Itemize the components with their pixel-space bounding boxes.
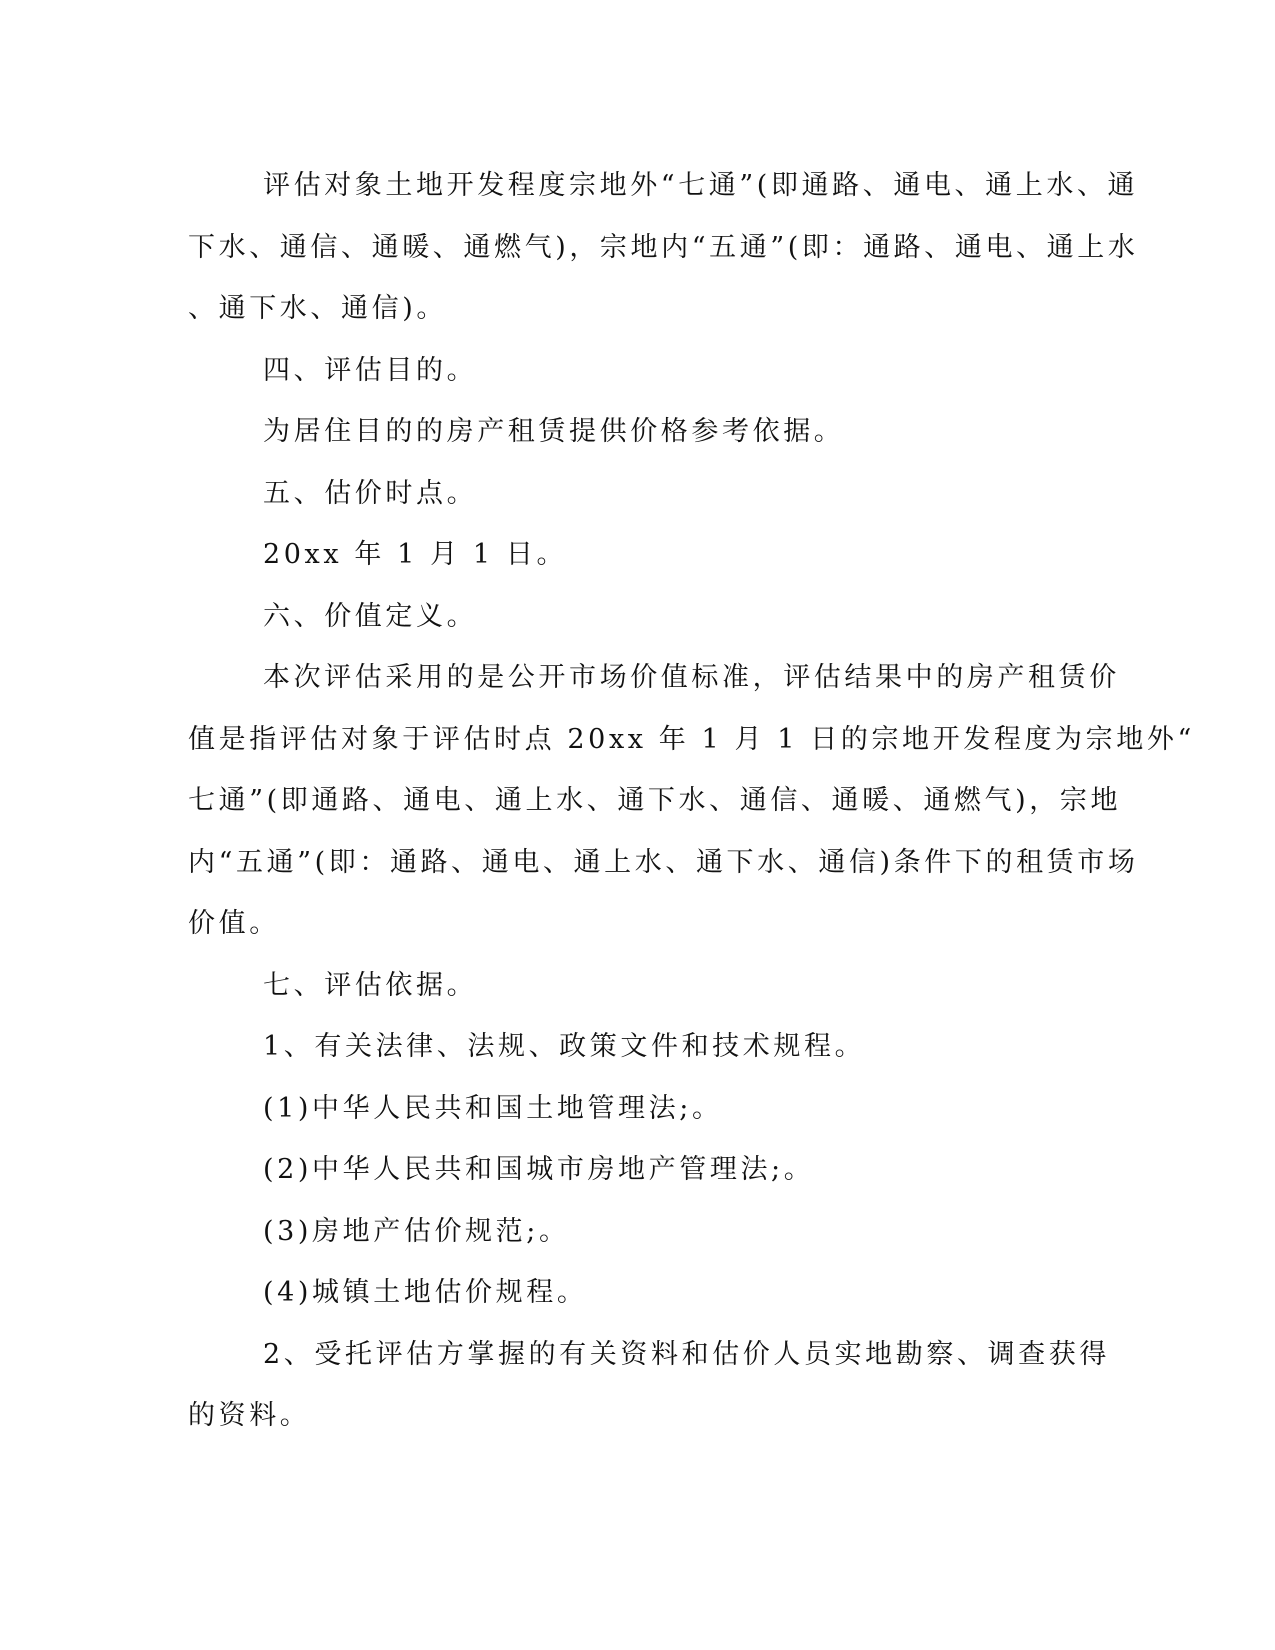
- list-item: (3)房地产估价规范;。: [263, 1215, 570, 1247]
- text-line: 、通下水、通信)。: [188, 293, 447, 324]
- text-line: 为居住目的的房产租赁提供价格参考依据。: [263, 416, 845, 447]
- valuation-date: 20xx 年 1 月 1 日。: [263, 539, 568, 570]
- text-line: 值是指评估对象于评估时点 20xx 年 1 月 1 日的宗地开发程度为宗地外“: [188, 723, 1195, 755]
- list-item: 2、受托评估方掌握的有关资料和估价人员实地勘察、调查获得: [263, 1338, 1110, 1370]
- text-line: 的资料。: [188, 1400, 311, 1431]
- section-heading-purpose: 四、评估目的。: [263, 354, 478, 386]
- text-line: 价值。: [188, 908, 280, 939]
- section-heading-value-definition: 六、价值定义。: [263, 600, 478, 632]
- text-line: 七通”(即通路、通电、通上水、通下水、通信、通暖、通燃气)，宗地: [188, 785, 1122, 816]
- text-line: 内“五通”(即：通路、通电、通上水、通下水、通信)条件下的租赁市场: [188, 846, 1139, 878]
- section-heading-basis: 七、评估依据。: [263, 969, 478, 1001]
- list-item: (2)中华人民共和国城市房地产管理法;。: [263, 1154, 815, 1185]
- text-line: 评估对象土地开发程度宗地外“七通”(即通路、通电、通上水、通: [263, 170, 1139, 201]
- list-item: (4)城镇土地估价规程。: [263, 1277, 588, 1308]
- document-body: [188, 155, 1195, 1447]
- list-item: (1)中华人民共和国土地管理法;。: [263, 1092, 723, 1124]
- text-line: 下水、通信、通暖、通燃气)，宗地内“五通”(即：通路、通电、通上水: [188, 231, 1139, 263]
- list-item: 1、有关法律、法规、政策文件和技术规程。: [263, 1031, 866, 1062]
- section-heading-valuation-date: 五、估价时点。: [263, 477, 478, 509]
- text-line: 本次评估采用的是公开市场价值标准，评估结果中的房产租赁价: [263, 662, 1120, 693]
